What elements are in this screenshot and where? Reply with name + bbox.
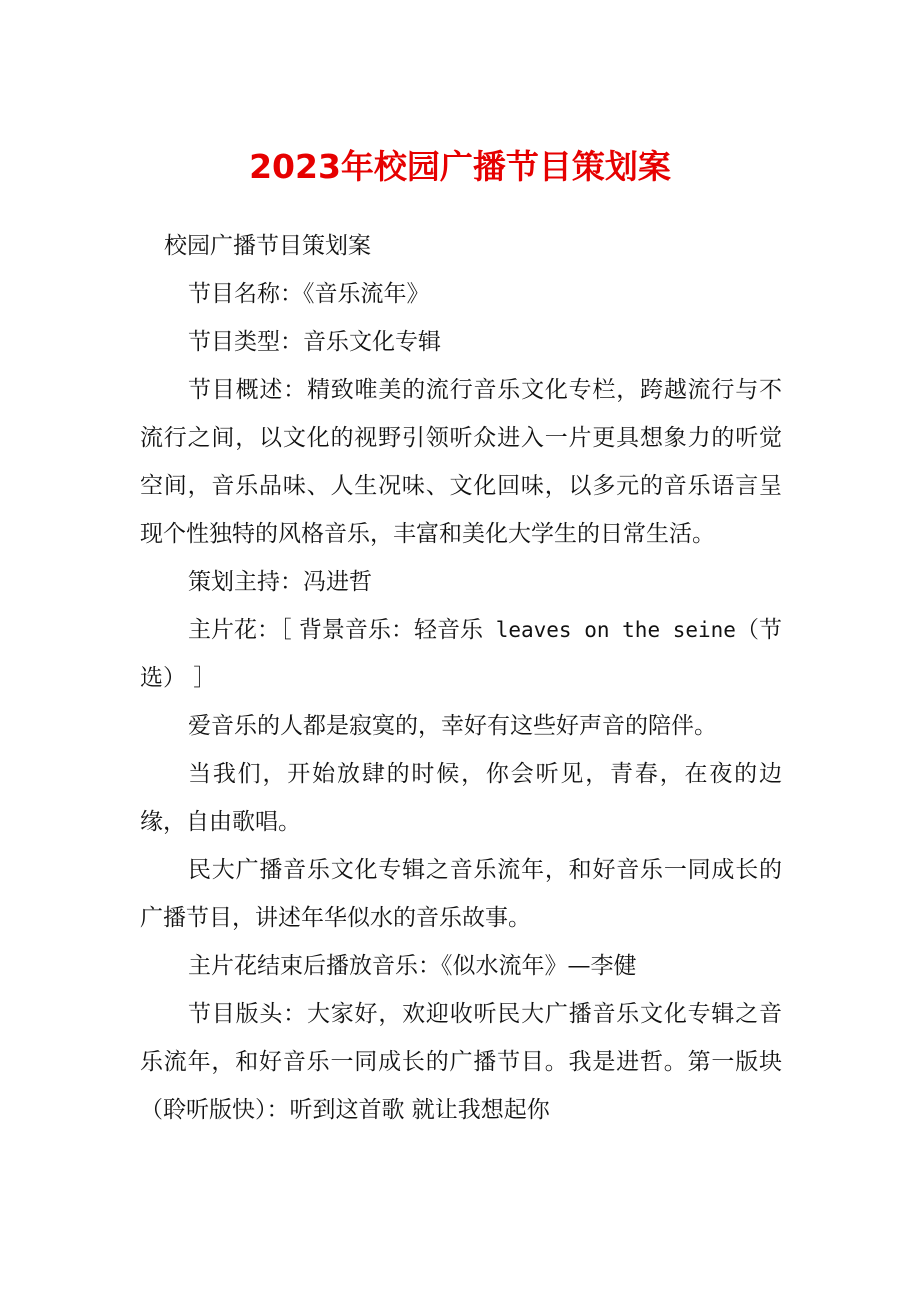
program-name-paragraph: 节目名称：《音乐流年》 [188, 281, 430, 307]
subtitle-paragraph: 校园广播节目策划案 [164, 233, 371, 259]
host-paragraph: 策划主持：冯进哲 [188, 569, 372, 595]
program-type-paragraph: 节目类型：音乐文化专辑 [188, 329, 441, 355]
background-music-title: leaves on the seine [483, 618, 736, 642]
intro-jingle-paragraph [140, 606, 782, 702]
program-opening-paragraph: 节目版头：大家好，欢迎收听民大广播音乐文化专辑之音乐流年，和好音乐一同成长的广播节目。我是进哲。第一版块（聆听版快）：听到这首歌 就让我想起你 [140, 1001, 782, 1123]
intro-jingle-suffix: （节选） ］ [140, 617, 782, 691]
jingle-line-2: 当我们，开始放肆的时候，你会听见，青春，在夜的边缘，自由歌唱。 [140, 761, 782, 835]
document-body [140, 222, 782, 1134]
intro-jingle-label: 主片花：［ 背景音乐：轻音乐 [188, 617, 484, 643]
jingle-line-3: 民大广播音乐文化专辑之音乐流年，和好音乐一同成长的广播节目，讲述年华似水的音乐故事。 [140, 857, 782, 931]
document-title: 2023年校园广播节目策划案 [249, 147, 671, 186]
post-jingle-music-paragraph: 主片花结束后播放音乐：《似水流年》—李健 [188, 953, 637, 979]
jingle-line-1: 爱音乐的人都是寂寞的，幸好有这些好声音的陪伴。 [188, 713, 717, 739]
program-overview-paragraph: 节目概述：精致唯美的流行音乐文化专栏，跨越流行与不流行之间，以文化的视野引领听众进入一片更具想象力的听觉空间，音乐品味、人生况味、文化回味，以多元的音乐语言呈现个性独特的风格音乐，丰富和美化大学生的日常生活。 [140, 377, 782, 547]
